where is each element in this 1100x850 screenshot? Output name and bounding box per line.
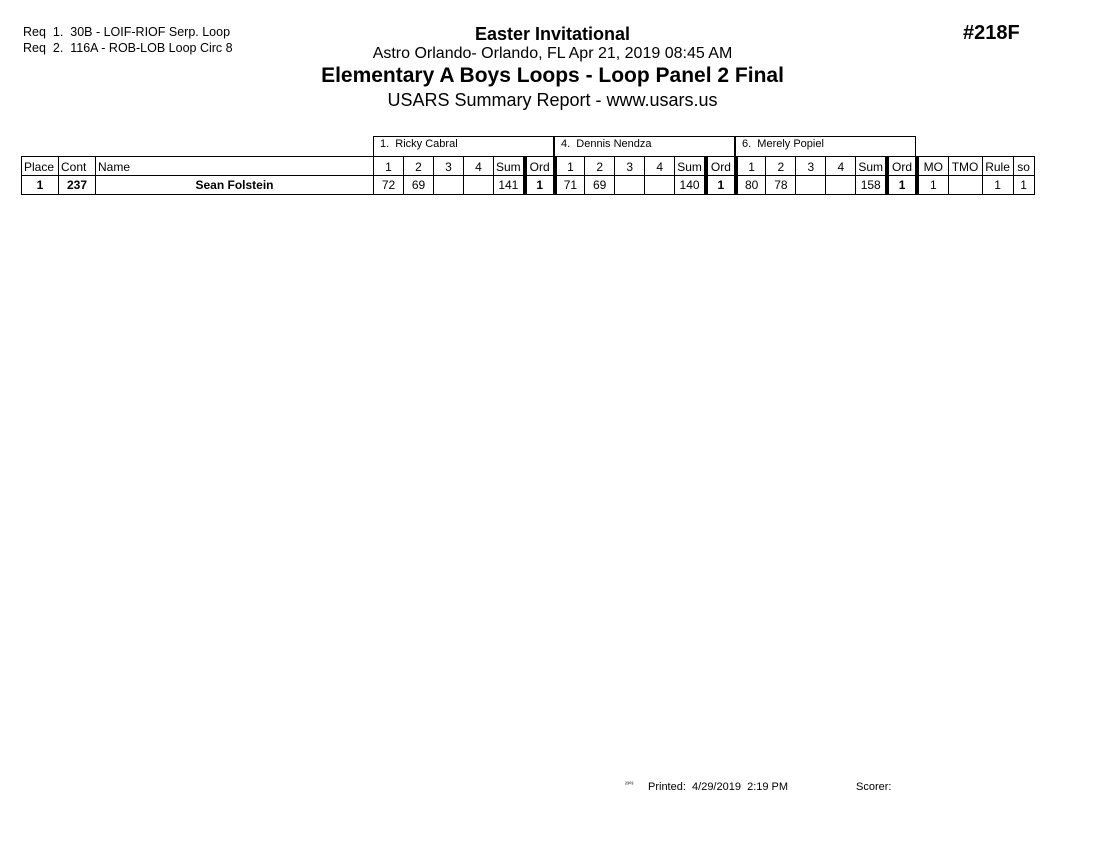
cell-so: 1 [1013,176,1034,195]
judge-header-1: 1. Ricky Cabral [373,136,554,156]
cell-j1-s2: 69 [404,176,434,195]
printed-timestamp: Printed: 4/29/2019 2:19 PM [648,781,789,793]
table-header-row [22,157,1035,176]
col-j1-fig3: 3 [434,157,464,176]
score-table [21,156,1035,195]
col-j1-fig4: 4 [464,157,494,176]
col-j2-fig1: 1 [555,157,585,176]
col-j1-fig1: 1 [374,157,404,176]
col-j3-ord: Ord [887,157,917,176]
col-j3-fig2: 2 [766,157,796,176]
col-j1-fig2: 2 [404,157,434,176]
table-row [22,176,1035,195]
cell-j2-sum: 140 [675,176,706,195]
col-name: Name [96,157,374,176]
cell-j1-s1: 72 [374,176,404,195]
cell-j3-s4 [826,176,856,195]
col-j3-fig1: 1 [736,157,766,176]
col-cont: Cont [59,157,96,176]
col-j2-ord: Ord [706,157,736,176]
col-j2-fig4: 4 [645,157,675,176]
col-j3-fig3: 3 [796,157,826,176]
cell-rule: 1 [982,176,1013,195]
judge-header-2: 4. Dennis Nendza [554,136,735,156]
report-title: USARS Summary Report - www.usars.us [387,90,718,110]
event-name: Elementary A Boys Loops - Loop Panel 2 Final [321,64,784,87]
col-tmo: TMO [948,157,982,176]
col-j2-fig2: 2 [585,157,615,176]
col-place: Place [22,157,59,176]
judge-header-3: 6. Merely Popiel [735,136,916,156]
footer-code: ²³⁰³ [625,782,634,788]
cell-j2-ord: 1 [706,176,736,195]
cell-j3-s2: 78 [766,176,796,195]
cell-j3-ord: 1 [887,176,917,195]
cell-j3-s3 [796,176,826,195]
venue-date: Astro Orlando- Orlando, FL Apr 21, 2019 08:45 AM [372,45,733,62]
col-so: so [1013,157,1034,176]
cell-j3-s1: 80 [736,176,766,195]
cell-cont: 237 [59,176,96,195]
col-j3-fig4: 4 [826,157,856,176]
required-element-1: Req 1. 30B - LOIF-RIOF Serp. Loop [23,25,231,39]
col-j3-sum: Sum [856,157,887,176]
cell-j2-s4 [645,176,675,195]
required-element-2: Req 2. 116A - ROB-LOB Loop Circ 8 [23,41,233,55]
competition-title: Easter Invitational [474,24,631,44]
cell-name: Sean Folstein [96,176,374,195]
cell-mo: 1 [917,176,948,195]
cell-j1-s4 [464,176,494,195]
event-number: #218F [963,22,1020,44]
cell-place: 1 [22,176,59,195]
col-mo: MO [917,157,948,176]
cell-tmo [948,176,982,195]
cell-j2-s3 [615,176,645,195]
col-j2-fig3: 3 [615,157,645,176]
col-j1-ord: Ord [525,157,555,176]
scorer-label: Scorer: [856,781,892,793]
col-j2-sum: Sum [675,157,706,176]
cell-j1-ord: 1 [525,176,555,195]
col-rule: Rule [982,157,1013,176]
col-j1-sum: Sum [494,157,525,176]
cell-j1-s3 [434,176,464,195]
cell-j3-sum: 158 [856,176,887,195]
cell-j2-s2: 69 [585,176,615,195]
cell-j2-s1: 71 [555,176,585,195]
cell-j1-sum: 141 [494,176,525,195]
